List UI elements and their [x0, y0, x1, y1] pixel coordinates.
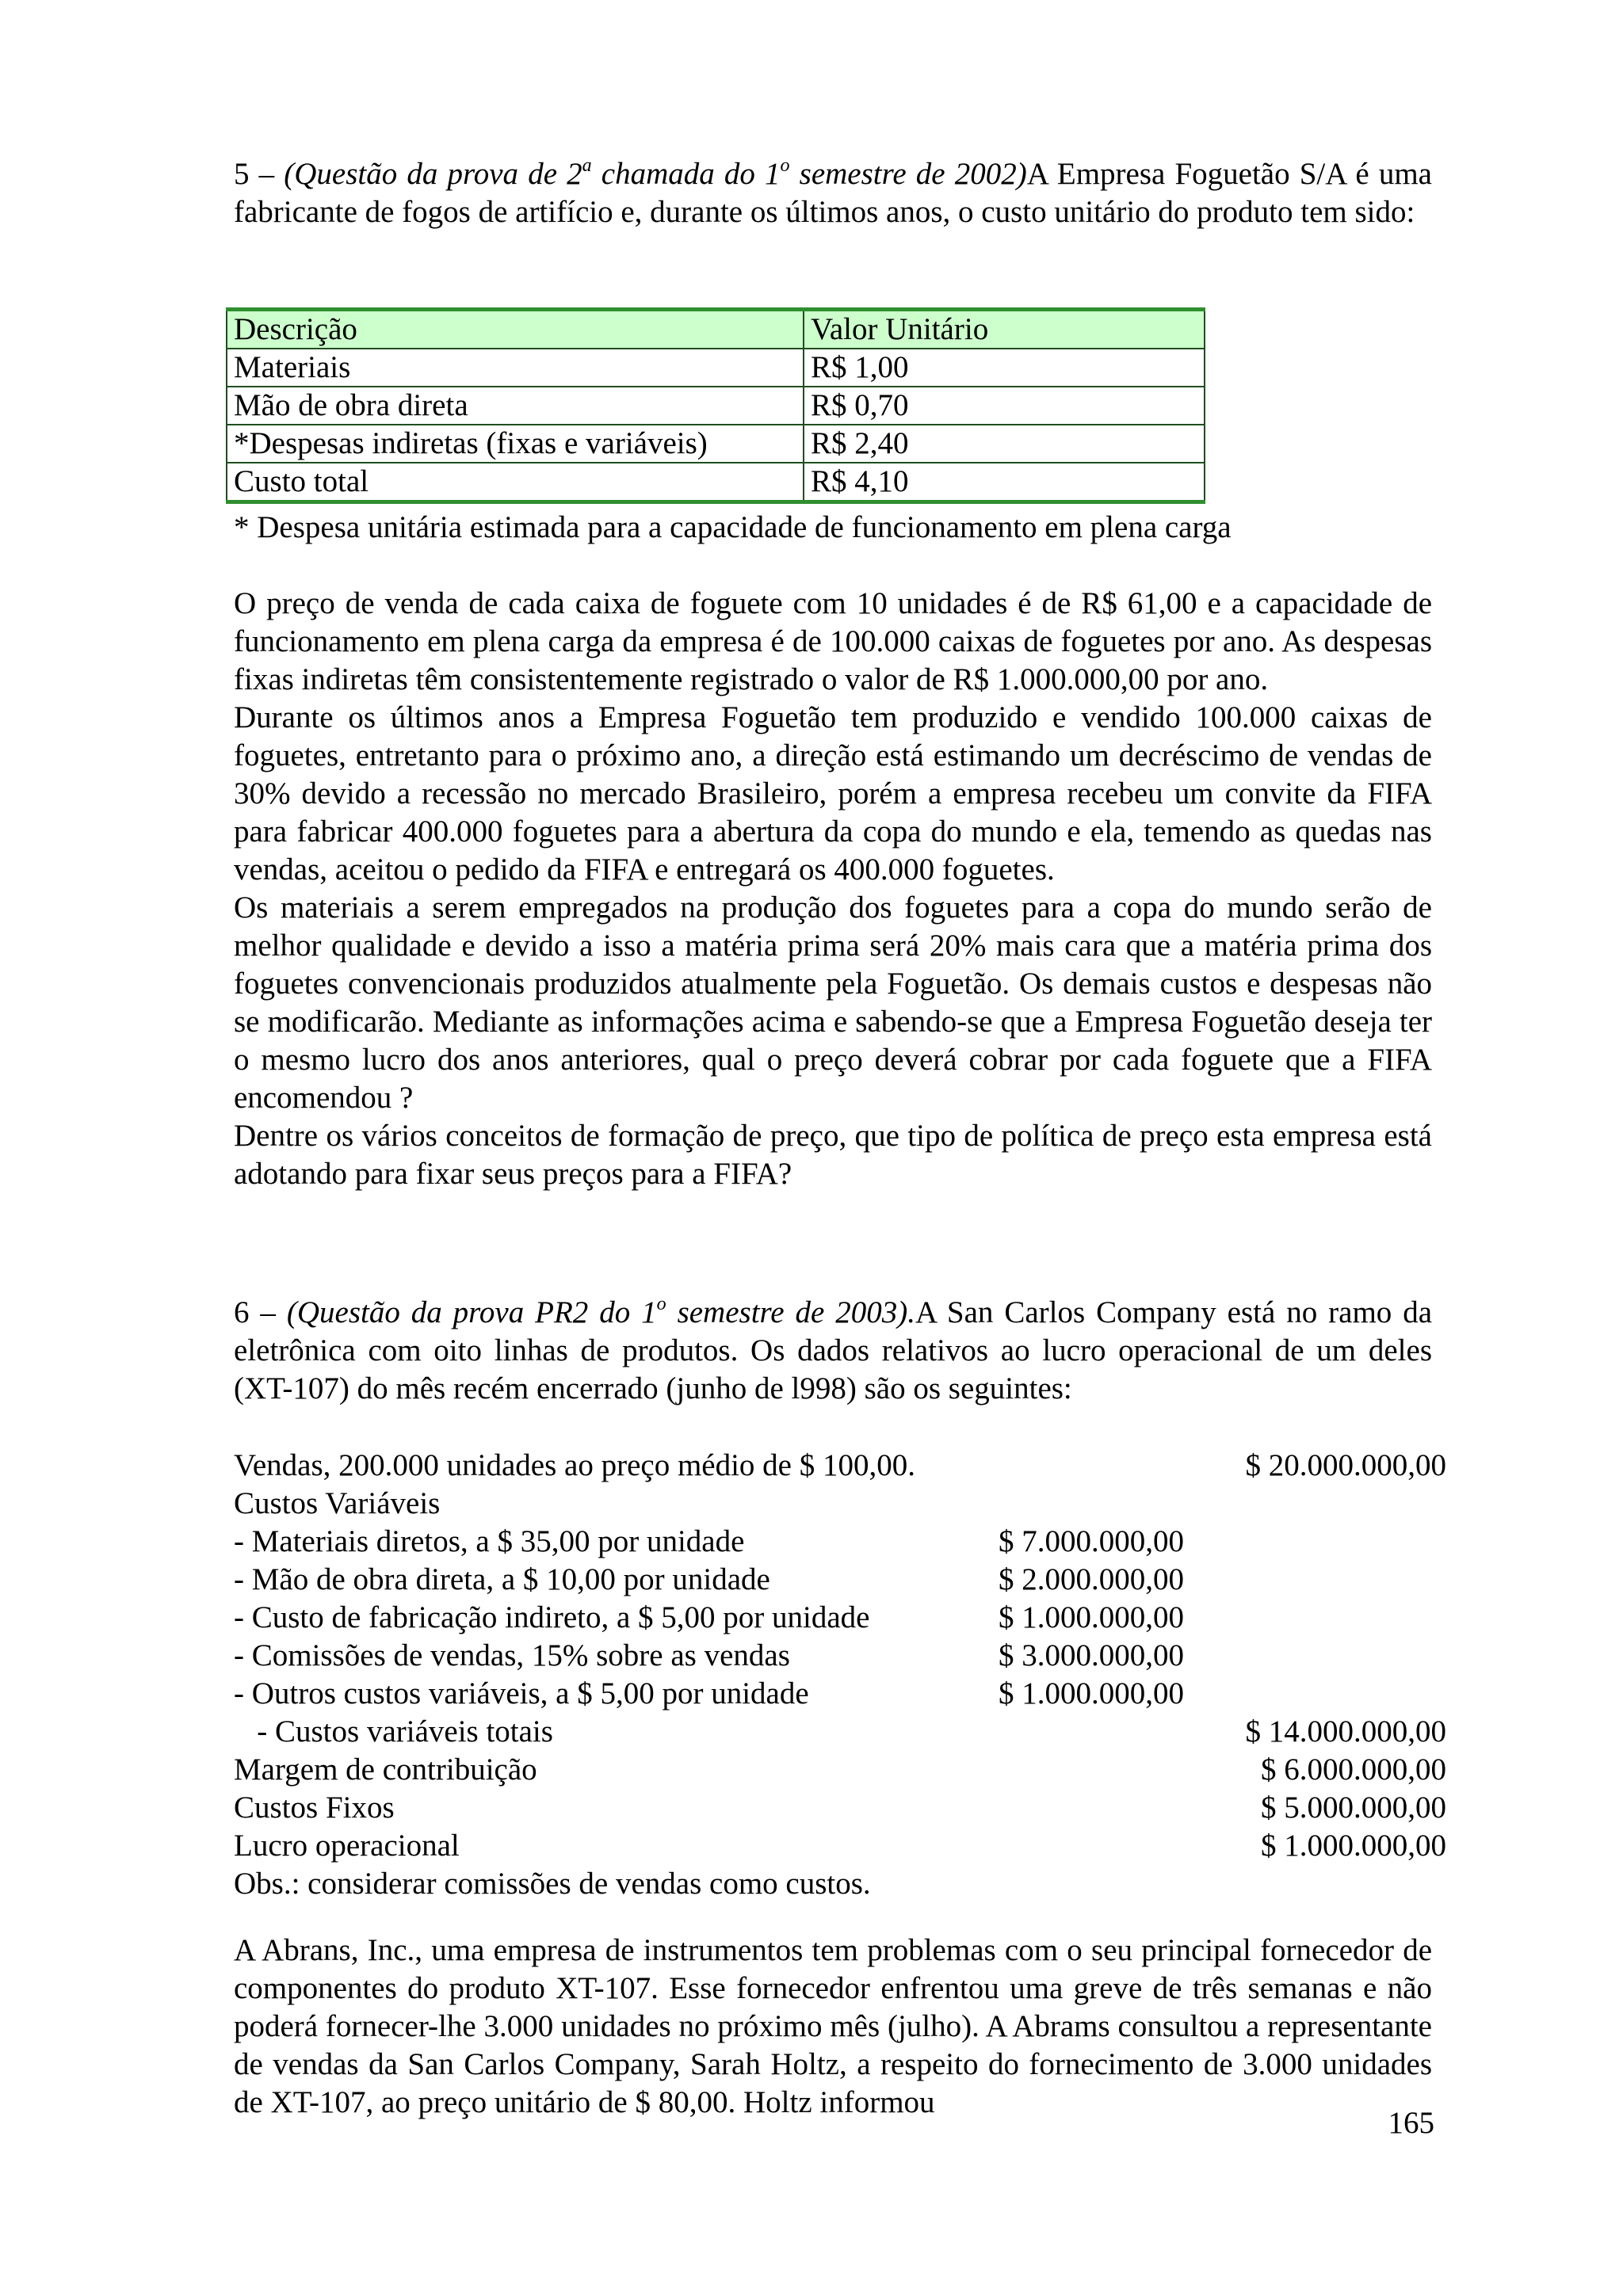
statement-row [234, 1827, 1446, 1865]
statement-row [234, 1561, 1446, 1599]
income-statement [234, 1447, 1446, 1903]
statement-label: Margem de contribuição [234, 1753, 537, 1787]
table-cell: R$ 4,10 [804, 463, 1205, 502]
q6-number: 6 – [234, 1295, 287, 1329]
q5-intro-text: A Empresa Foguetão S/A é uma fabricante de fogos de artifício e, durante os últimos anos, o custo unitário do produto tem sido: [234, 157, 1432, 229]
q5-paragraph-1: O preço de venda de cada caixa de foguete com 10 unidades é de R$ 61,00 e a capacidade de funcionamento em plena carga da empresa é de 100.000 caixas de foguetes por ano. As despesas fixas indiretas têm consistentemente registrado o valor de R$ 1.000.000,00 por ano. [234, 586, 1432, 696]
statement-total: $ 6.000.000,00 [1261, 1753, 1446, 1787]
table-header-row [227, 310, 1205, 349]
q6-body [234, 1932, 1432, 2122]
statement-row [234, 1675, 1446, 1713]
table-cell: Custo total [227, 463, 804, 502]
statement-label: Custos Fixos [234, 1791, 395, 1825]
statement-row [234, 1599, 1446, 1637]
statement-row [234, 1789, 1446, 1827]
table-cell: R$ 1,00 [804, 349, 1205, 387]
q5-paragraph-4: Dentre os vários conceitos de formação de preço, que tipo de política de preço esta empresa está adotando para fixar seus preços para a FIFA? [234, 1119, 1432, 1191]
table-cell: R$ 0,70 [804, 387, 1205, 425]
table-footnote: * Despesa unitária estimada para a capacidade de funcionamento em plena carga [234, 510, 1232, 544]
statement-row [234, 1751, 1446, 1789]
statement-subvalue: $ 2.000.000,00 [999, 1562, 1184, 1596]
statement-row [234, 1637, 1446, 1675]
q6-reference: (Questão da prova PR2 do 1$^o$ semestre de 2003). [286, 1294, 915, 1329]
statement-label: - Materiais diretos, a $ 35,00 por unidade [234, 1524, 745, 1558]
table-row [227, 387, 1205, 425]
table-cell: Mão de obra direta [227, 387, 804, 425]
q5-intro [234, 155, 1432, 231]
q6-intro-text: A San Carlos Company está no ramo da eletrônica com oito linhas de produtos. Os dados relativos ao lucro operacional de um deles (XT-107) do mês recém encerrado (junho de l998) são os seguintes: [234, 1295, 1433, 1405]
statement-subvalue: $ 1.000.000,00 [999, 1600, 1184, 1634]
statement-total: $ 20.000.000,00 [1245, 1448, 1446, 1482]
statement-subvalue: $ 1.000.000,00 [999, 1676, 1184, 1711]
statement-row [234, 1485, 1446, 1523]
statement-subvalue: $ 7.000.000,00 [999, 1524, 1184, 1558]
statement-label: Vendas, 200.000 unidades ao preço médio de $ 100,00. [234, 1448, 915, 1482]
statement-label: Obs.: considerar comissões de vendas como custos. [234, 1867, 871, 1901]
unit-cost-table [226, 307, 1205, 504]
statement-label: - Comissões de vendas, 15% sobre as vendas [234, 1638, 790, 1672]
page-number: 165 [1388, 2106, 1434, 2140]
table-row [227, 349, 1205, 387]
table-row [227, 425, 1205, 463]
statement-row [234, 1713, 1446, 1751]
table-header-description: Descrição [227, 310, 804, 349]
table-row [227, 463, 1205, 502]
statement-total: $ 14.000.000,00 [1245, 1714, 1446, 1749]
q5-paragraph-3: Os materiais a serem empregados na produção dos foguetes para a copa do mundo serão de melhor qualidade e devido a isso a matéria prima será 20% mais cara que a matéria prima dos foguetes convencionais produzidos atualmente pela Foguetão. Os demais custos e despesas não se modificarão. Mediante as informações acima e sabendo-se que a Empresa Foguetão deseja ter o mesmo lucro dos anos anteriores, qual o preço deverá cobrar por cada foguete que a FIFA encomendou ? [234, 891, 1432, 1115]
statement-label: Custos Variáveis [234, 1486, 441, 1520]
statement-total: $ 1.000.000,00 [1261, 1829, 1446, 1863]
statement-label: - Custos variáveis totais [234, 1714, 553, 1749]
statement-label: - Mão de obra direta, a $ 10,00 por unidade [234, 1562, 770, 1596]
q5-paragraph-2: Durante os últimos anos a Empresa Foguetão tem produzido e vendido 100.000 caixas de foguetes, entretanto para o próximo ano, a direção está estimando um decréscimo de vendas de 30% devido a recessão no mercado Brasileiro, porém a empresa recebeu um convite da FIFA para fabricar 400.000 foguetes para a abertura da copa do mundo e ela, temendo as quedas nas vendas, aceitou o pedido da FIFA e entregará os 400.000 foguetes. [234, 700, 1432, 887]
q6-paragraph-1: A Abrans, Inc., uma empresa de instrumentos tem problemas com o seu principal fornecedor de componentes do produto XT-107. Esse fornecedor enfrentou uma greve de três semanas e não poderá fornecer-lhe 3.000 unidades no próximo mês (julho). A Abrams consultou a representante de vendas da San Carlos Company, Sarah Holtz, a respeito do fornecimento de 3.000 unidades de XT-107, ao preço unitário de $ 80,00. Holtz informou [234, 1933, 1432, 2119]
table-cell: *Despesas indiretas (fixas e variáveis) [227, 425, 804, 463]
q5-reference: (Questão da prova de 2$^a$ chamada do 1$^o$ semestre de 2002) [284, 155, 1027, 191]
statement-row [234, 1523, 1446, 1561]
statement-row [234, 1865, 1446, 1903]
statement-total: $ 5.000.000,00 [1261, 1791, 1446, 1825]
table-header-unit-value: Valor Unitário [804, 310, 1205, 349]
q5-number: 5 – [234, 157, 285, 191]
table-cell: Materiais [227, 349, 804, 387]
statement-row [234, 1447, 1446, 1485]
q6-intro [234, 1294, 1432, 1408]
q5-body [234, 585, 1432, 1193]
statement-label: - Outros custos variáveis, a $ 5,00 por unidade [234, 1676, 809, 1711]
table-cell: R$ 2,40 [804, 425, 1205, 463]
statement-label: - Custo de fabricação indireto, a $ 5,00 por unidade [234, 1600, 870, 1634]
statement-subvalue: $ 3.000.000,00 [999, 1638, 1184, 1672]
statement-label: Lucro operacional [234, 1829, 460, 1863]
